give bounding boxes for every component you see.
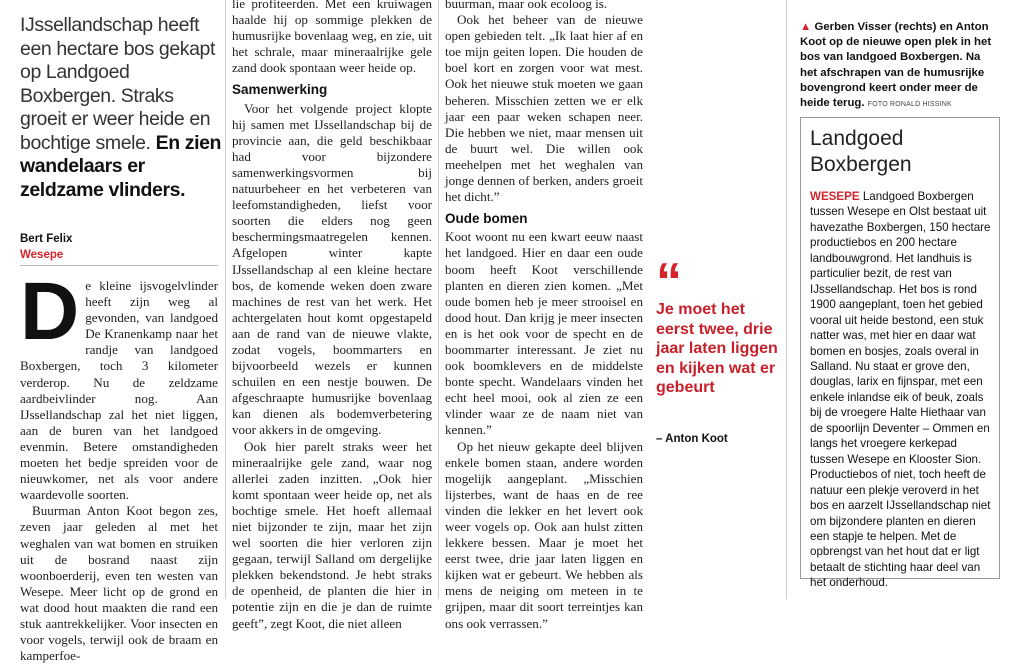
info-box-title: Landgoed Boxbergen xyxy=(810,127,912,176)
column-rule xyxy=(438,0,439,599)
intro-lead-text: IJssellandschap heeft een hectare bos gekapt op Landgoed Boxbergen. Straks groeit er weer heide en bochtige smele. xyxy=(20,14,216,154)
subheading: Samenwerking xyxy=(232,82,328,98)
paragraph: lie profiteerden. Met een kruiwagen haalde hij op sommige plekken de humusrijke bovenlaag weg, en zie, uit het schrale, maar mineraalrijke gele zand dook spontaan weer heide op. xyxy=(232,0,432,76)
dateline-place: Wesepe xyxy=(20,249,64,261)
column-rule xyxy=(225,0,226,599)
info-box-body: Landgoed Boxbergen tussen Wesepe en Olst bestaat uit havezathe Boxbergen, 150 hectare productiebos en 200 hectare landbouwgrond. Het landhuis is particulier bezit, de rest van IJssellandschap. Het bos is rond 1900 aangeplant, toen het gebied vooral uit heide bestond, een stuk natter was, met hier en daar wat bomen en bosjes, zoals overal in Salland. Nu staat er grove den, douglas, larix en fijnspar, met een enkele inlandse eik of beuk, zoals bij de vroegere Halte Hiethaar van de spoorlijn Deventer – Ommen en langs het vroegere kerkepad tussen Wesepe en Klooster Sion. Productiebos of niet, toch heeft de natuur een plekje veroverd in het bos en aarzelt IJssellandschap niet om bijzondere planten en dieren een stapje te helpen. Met de opbrengst van het hout dat er ligt betaalt de stichting haar deel van het onderhoud. xyxy=(810,190,991,590)
paragraph: Buurman Anton Koot begon zes, zeven jaar geleden al met het weghalen van wat bomen en struiken uit de bosrand naast zijn woonboerderij, even ten westen van Wesepe. Meer licht op de grond en wat dood hout maakten die rand een stuk aantrekkelijker. Voor insecten en voor vogels, terwijl ook de braam en kamperfoe- xyxy=(20,503,218,664)
info-box-text xyxy=(810,189,994,591)
photo-credit: FOTO RONALD HISSINK xyxy=(867,101,952,109)
paragraph: Voor het volgende project klopte hij samen met IJssellandschap bij de provincie aan, die geld beschikbaar had voor bijzondere samenwerkingsvormen bij natuurbeheer en het verbeteren van leefomstandigheden, liefst voor soorten die elders nog geen beschermingsmaatregelen kennen. Afgelopen winter kapte IJssellandschap al een kleine hectare bos, de komende weken doen zware machines de rest van het werk. Het achtergelaten hout komt opgestapeld aan de rand van de nieuwe vlakte, zodat vogels, boommarters en bijvoorbeeld wezels er kunnen schuilen en een nestje bouwen. De afgeschraapte humusrijke bovenlaag kan dienen als bodemverbetering voor akkers in de omgeving. xyxy=(232,100,432,438)
article-column-1 xyxy=(20,266,218,664)
caption-triangle-icon: ▲ xyxy=(800,21,812,33)
paragraph: De kleine ijsvogelvlinder heeft zijn weg al gevonden, van landgoed De Kranenkamp naar het randje van landgoed Boxbergen, toch 3 kilometer verderop. Nu de zeldzame aardbeivlinder nog. Aan IJssellandschap zal het niet liggen, aan de buren van het landgoed evenmin. Betere omstandigheden moeten het bedje spreiden voor de nieuwkomer, net als voor andere waardevolle soorten. xyxy=(20,266,218,503)
intro-lead-bold: En zien wandelaars er zeldzame vlinders. xyxy=(20,131,222,201)
caption-text: Gerben Visser (rechts) en Anton Koot op de nieuwe open plek in het bos van landgoed Boxbergen. Na het afschrapen van de humusrijke bovengrond keert onder meer de heide terug. xyxy=(800,21,992,110)
paragraph: buurman, maar ook ecoloog is. xyxy=(445,0,608,11)
column-rule xyxy=(786,0,787,599)
author-byline: Bert Felix xyxy=(20,233,73,245)
paragraph: Op het nieuw gekapte deel blijven enkele bomen staan, andere worden mogelijk aangeplant. „Misschien lijsterbes, want de haas en de ree vinden die lekker en het levert ook weer vogels op. Ook aan hulst zitten lekkere bessen. Maar je moet het eerst twee, drie jaar laten liggen en kijken wat er gebeurt. We hebben als mens de neiging om meteen in te grijpen, maar dit soort terreintjes kan ons ook verrassen.” xyxy=(445,438,643,631)
paragraph: Koot woont nu een kwart eeuw naast het landgoed. Hier en daar een oude boom heeft Koot verschillende planten en dieren zien komen. „Met oude bomen heb je meer strooisel en dood hout. Dan krijg je meer insecten en is het ook voor de specht en de boommarter interessant. Je ziet nu ook boomklevers en de middelste bonte specht. Wandelaars vinden het echt heel mooi, ook al zien ze een vlinder waar ze de naam niet van kennen.” xyxy=(445,229,643,438)
drop-cap: D xyxy=(20,266,80,357)
article-column-3 xyxy=(445,0,643,632)
quote-mark-icon: “ xyxy=(656,253,682,311)
photo-caption xyxy=(800,20,1000,112)
article-column-2 xyxy=(232,0,432,632)
info-box-label: WESEPE xyxy=(810,190,860,203)
paragraph: Ook het beheer van de nieuwe open gebieden telt. „Ik laat hier af en toe mijn geiten lopen. Die houden de boel kort en zorgen voor wat mest. Ook het nieuwe stuk moeten we gaan beheren. Misschien zetten we er elk jaar een paar weken schapen neer. Die hebben we niet, maar mensen uit de buurt wel. Die willen ook meehelpen met het weghalen van jonge dennen of berken, anders groeit het dicht.” xyxy=(445,12,643,205)
quote-source: – Anton Koot xyxy=(656,433,728,445)
subheading: Oude bomen xyxy=(445,211,528,227)
intro-lead xyxy=(20,14,222,202)
pull-quote: Je moet het eerst twee, drie jaar laten liggen en kijken wat er gebeurt xyxy=(656,301,778,396)
paragraph: Ook hier parelt straks weer het mineraalrijke gele zand, waar nog allerlei zaden inzitten. „Ook hier komt spontaan weer heide op, net als bochtige smele. Het hoeft allemaal niet bijzonder te zijn, maar het zijn wel soorten die hier verloren zijn gegaan, terwijl Salland om dergelijke plekken bekendstond. Je hebt straks de openheid, de planten die hier in potentie zijn en die je dan de ruimte geeft”, zegt Koot, die niet alleen xyxy=(232,438,432,631)
